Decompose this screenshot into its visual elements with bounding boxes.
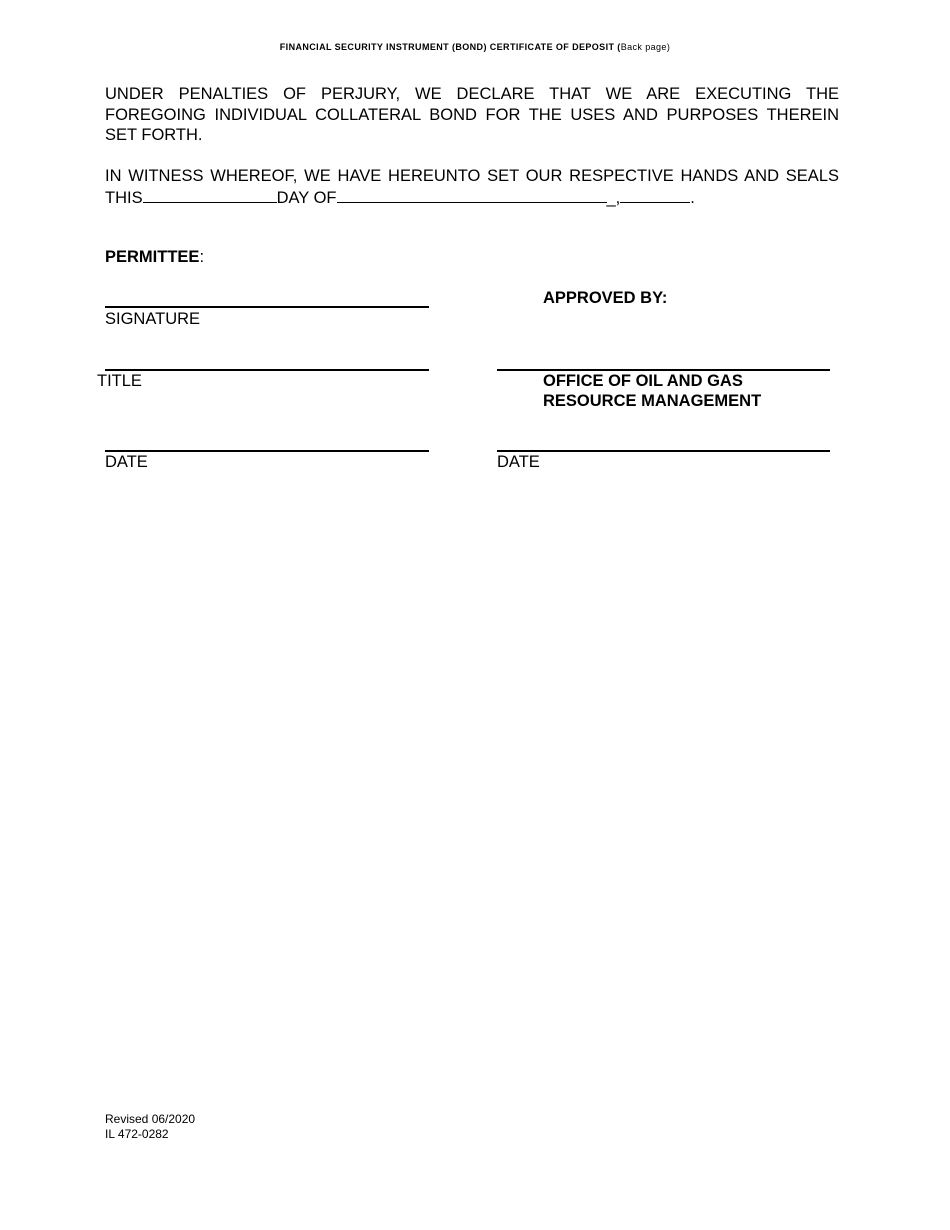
revision-date: Revised 06/2020 [105, 1112, 196, 1126]
permittee-colon: : [199, 248, 205, 266]
form-header-subtitle: Back page) [620, 42, 671, 52]
witness-statement [105, 166, 839, 208]
approved-by-label: APPROVED BY: [543, 289, 668, 307]
form-footer [105, 1112, 195, 1142]
day-of-label: DAY OF [276, 188, 337, 207]
signature-line[interactable] [105, 306, 429, 308]
form-header-title: FINANCIAL SECURITY INSTRUMENT (BOND) CERTIFICATE OF DEPOSIT ( [279, 42, 621, 52]
perjury-declaration: UNDER PENALTIES OF PERJURY, WE DECLARE THAT WE ARE EXECUTING THE FOREGOING INDIVIDUAL COLLATERAL BOND FOR THE USES AND PURPOSES THEREIN SET FORTH. [105, 85, 839, 144]
approval-date-label: DATE [497, 453, 540, 471]
title-label: TITLE [97, 372, 142, 390]
approval-date-line[interactable] [497, 450, 830, 452]
title-line[interactable] [105, 369, 429, 371]
permittee-heading [105, 247, 204, 267]
day-blank[interactable] [143, 187, 277, 203]
form-header [0, 42, 950, 52]
year-blank[interactable] [620, 187, 690, 203]
office-name-line-1: OFFICE OF OIL AND GAS [543, 372, 743, 390]
witness-period: . [690, 188, 695, 207]
witness-line-2 [105, 187, 839, 209]
form-number: IL 472-0282 [105, 1127, 169, 1141]
permittee-date-line[interactable] [105, 450, 429, 452]
underscore-comma: _, [606, 188, 621, 207]
office-name [543, 371, 761, 411]
signature-label: SIGNATURE [105, 310, 201, 328]
permittee-date-label: DATE [105, 453, 148, 471]
office-name-line-2: RESOURCE MANAGEMENT [543, 392, 762, 410]
permittee-label: PERMITTEE [105, 248, 200, 266]
this-label: THIS [105, 188, 143, 207]
month-blank[interactable] [337, 187, 607, 203]
witness-line-1: IN WITNESS WHEREOF, WE HAVE HEREUNTO SET OUR RESPECTIVE HANDS AND SEALS [105, 167, 839, 185]
